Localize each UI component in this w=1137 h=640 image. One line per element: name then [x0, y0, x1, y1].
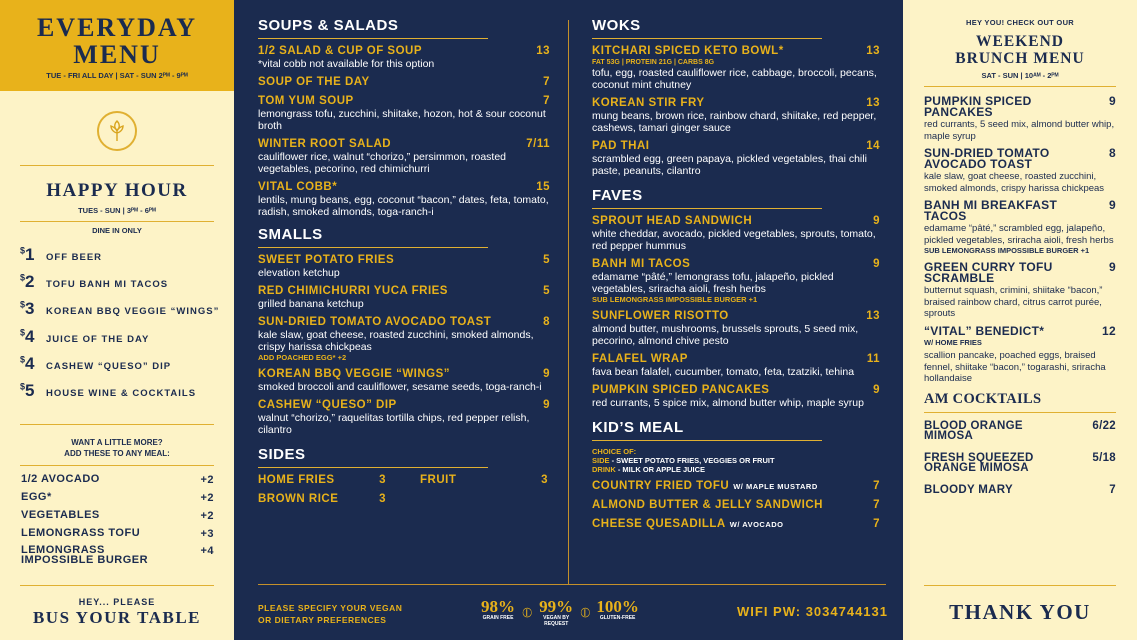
menu-item-name: KOREAN STIR FRY — [592, 97, 705, 109]
happy-hour-desc: JUICE OF THE DAY — [46, 333, 150, 345]
menu-item-header — [258, 45, 550, 58]
kids-choice-label: CHOICE OF: — [592, 447, 637, 456]
menu-item — [592, 140, 880, 177]
addon-price: +2 — [200, 509, 214, 522]
left-column — [258, 17, 550, 514]
menu-item-desc: smoked broccoli and cauliflower, sesame seeds, toga-ranch-i — [258, 381, 542, 393]
kids-side-text: - SWEET POTATO FRIES, VEGGIES OR FRUIT — [609, 456, 775, 465]
brunch-item-desc: edamame “pâté,” scrambled egg, jalapeño, pickled vegetables, sriracha aioli, fresh herbs — [924, 223, 1114, 246]
bus-table-note — [0, 597, 234, 628]
menu-item-name: SWEET POTATO FRIES — [258, 254, 395, 266]
divider — [924, 585, 1116, 586]
kids-choice — [592, 447, 880, 474]
kids-item-name: COUNTRY FRIED TOFU — [592, 480, 730, 492]
divider — [924, 86, 1116, 87]
menu-item-name: 1/2 SALAD & CUP OF SOUP — [258, 45, 423, 57]
section-rule — [258, 247, 488, 248]
stat-value: 99% — [539, 597, 574, 616]
everyday-panel — [0, 0, 234, 640]
menu-item-price: 13 — [866, 45, 880, 57]
addon-name: 1/2 AVOCADO — [21, 473, 100, 486]
happy-hour-price — [20, 327, 46, 347]
menu-item-desc: mung beans, brown rice, rainbow chard, shiitake, red pepper, cashews, tamari ginger sauce — [592, 110, 877, 134]
addon-price: +3 — [200, 527, 214, 540]
kids-list — [592, 480, 880, 531]
section-title-smalls: SMALLS — [258, 226, 323, 243]
brunch-title-1: WEEKEND — [976, 33, 1064, 50]
menu-item — [592, 384, 880, 409]
everyday-title-2: MENU — [73, 40, 161, 69]
menu-item-desc: edamame “pâté,” lemongrass tofu, jalapeño, pickled vegetables, sriracha aioli, fresh herbs — [592, 271, 834, 295]
happy-hour-price-value: 5 — [25, 380, 35, 400]
menu-item-header — [592, 353, 880, 366]
brunch-item-name: BANH MI BREAKFAST TACOS — [924, 198, 1058, 223]
soups-list — [258, 45, 550, 218]
cocktail-name: BLOODY MARY — [924, 483, 1013, 496]
wifi-password: WIFI PW: 3034744131 — [737, 604, 888, 619]
menu-item-name: FALAFEL WRAP — [592, 353, 688, 365]
menu-item — [258, 285, 550, 310]
brunch-panel — [903, 0, 1137, 640]
brunch-item — [924, 148, 1116, 194]
addon-row — [21, 528, 214, 546]
side-item — [420, 474, 548, 487]
divider — [20, 585, 214, 586]
section-title-woks: WOKS — [592, 17, 641, 34]
kids-item-price: 7 — [873, 518, 880, 530]
happy-hour-price — [20, 354, 46, 374]
kids-item-label — [592, 518, 784, 531]
menu-item-price: 9 — [873, 384, 880, 396]
happy-hour-price-value: 2 — [25, 272, 35, 292]
menu-item-price: 13 — [536, 45, 550, 57]
menu-item-name: CASHEW “QUESO” DIP — [258, 399, 397, 411]
side-price: 3 — [379, 474, 386, 486]
sides-list — [258, 474, 550, 514]
menu-item-desc: elevation ketchup — [258, 267, 340, 279]
kids-drink-text: - MILK OR APPLE JUICE — [615, 465, 706, 474]
menu-item-desc: scrambled egg, green papaya, pickled vegetables, thai chili paste, peanuts, cilantro — [592, 153, 867, 177]
section-title-sides: SIDES — [258, 446, 306, 463]
dollar-sign: $ — [20, 326, 26, 337]
menu-item-note: ADD POACHED EGG* +2 — [258, 353, 347, 362]
cocktail-name: BLOOD ORANGE MIMOSA — [924, 419, 1023, 442]
menu-item-desc: cauliflower rice, walnut “chorizo,” persimmon, roasted vegetables, pecorino, red chimichurri — [258, 151, 507, 175]
menu-item-price: 13 — [866, 97, 880, 109]
menu-item — [258, 45, 550, 70]
menu-item-header — [258, 181, 550, 194]
section-title-faves: FAVES — [592, 187, 643, 204]
brunch-hey: HEY YOU! CHECK OUT OUR — [966, 18, 1074, 27]
everyday-hours: TUE - FRI ALL DAY | SAT - SUN 2ᴾᴹ - 9ᴾᴹ — [46, 71, 188, 80]
menu-item-desc: walnut “chorizo,” raquelitas tortilla chips, red pepper relish, cilantro — [258, 412, 530, 436]
menu-item — [258, 95, 550, 132]
addons-heading-1: WANT A LITTLE MORE? — [71, 438, 163, 448]
menu-item-desc: lentils, mung beans, egg, coconut “bacon,” dates, feta, tomato, radish, smoked almonds, toga-ranch-i — [258, 194, 549, 218]
brunch-header — [903, 18, 1137, 80]
section-rule — [592, 440, 822, 441]
section-title-soups: SOUPS & SALADS — [258, 17, 399, 34]
divider — [20, 424, 214, 425]
section-rule — [592, 38, 822, 39]
cocktail-row — [903, 453, 1137, 474]
menu-item-price: 7 — [543, 76, 550, 88]
side-name: HOME FRIES — [258, 474, 335, 486]
stat — [480, 598, 516, 621]
menu-item-desc: *vital cobb not available for this option — [258, 58, 435, 70]
brunch-item-price: 9 — [1109, 198, 1116, 212]
menu-item-header — [258, 285, 550, 298]
happy-hour-item — [20, 327, 234, 354]
menu-item-name: WINTER ROOT SALAD — [258, 138, 392, 150]
addon-row — [21, 510, 214, 528]
brunch-item-header — [924, 96, 1116, 117]
kids-item-name: ALMOND BUTTER & JELLY SANDWICH — [592, 499, 823, 511]
dollar-sign: $ — [20, 245, 26, 256]
kids-item-sub: W/ MAPLE MUSTARD — [733, 482, 818, 491]
happy-hour-price-value: 3 — [25, 299, 35, 319]
menu-item — [592, 215, 880, 252]
addon-price: +2 — [200, 474, 214, 487]
menu-item-name: BANH MI TACOS — [592, 258, 691, 270]
brunch-item — [924, 96, 1116, 142]
addon-name: VEGETABLES — [21, 508, 100, 521]
addon-row — [21, 474, 214, 492]
menu-item-name: KOREAN BBQ VEGGIE “WINGS” — [258, 368, 451, 380]
brunch-item-desc: red currants, 5 seed mix, almond butter whip, maple syrup — [924, 119, 1115, 142]
thank-you: THANK YOU — [949, 600, 1091, 624]
stat-value: 98% — [481, 597, 515, 616]
happy-hour-title: HAPPY HOUR — [46, 180, 188, 201]
addon-row — [21, 492, 214, 510]
brunch-hours: SAT - SUN | 10ᴬᴹ - 2ᴾᴹ — [981, 71, 1059, 80]
menu-item-price: 9 — [543, 368, 550, 380]
divider — [20, 465, 214, 466]
kids-item-sub: W/ AVOCADO — [729, 520, 784, 529]
bus-line-1: HEY... PLEASE — [78, 597, 156, 607]
menu-item-macros: FAT 53G | PROTEIN 21G | CARBS 8G — [592, 59, 715, 66]
stat-label: GRAIN FREE — [482, 615, 514, 621]
cocktail-name: FRESH SQUEEZED ORANGE MIMOSA — [924, 451, 1034, 474]
happy-hour-desc: CASHEW “QUESO” DIP — [46, 360, 172, 372]
menu-item-header — [592, 215, 880, 228]
happy-hour-item — [20, 381, 234, 408]
section-rule — [592, 208, 822, 209]
addons-list — [0, 473, 234, 567]
side-price: 3 — [379, 493, 386, 505]
menu-item — [592, 353, 880, 378]
menu-item-name: SUN-DRIED TOMATO AVOCADO TOAST — [258, 316, 492, 328]
stat-label: GLUTEN-FREE — [599, 615, 636, 621]
menu-item-desc: lemongrass tofu, zucchini, shiitake, hozon, hot & sour coconut broth — [258, 108, 546, 132]
stat-value: 100% — [596, 597, 639, 616]
everyday-title-1: EVERYDAY — [36, 13, 198, 42]
kids-drink — [592, 465, 880, 474]
menu-item-header — [258, 76, 550, 89]
dollar-sign: $ — [20, 381, 26, 392]
addon-name: LEMONGRASS TOFU — [21, 526, 141, 539]
column-divider — [568, 20, 569, 585]
addons-heading-2: ADD THESE TO ANY MEAL: — [64, 449, 170, 459]
happy-hour-price — [20, 299, 46, 319]
menu-item-desc: grilled banana ketchup — [258, 298, 364, 310]
menu-item — [258, 368, 550, 393]
everyday-header — [0, 0, 234, 91]
faves-list — [592, 215, 880, 409]
cocktail-price: 5/18 — [1092, 451, 1116, 464]
dollar-sign: $ — [20, 272, 26, 283]
happy-hour-item — [20, 272, 234, 299]
menu-item — [258, 316, 550, 362]
menu-item-header — [592, 97, 880, 110]
brunch-item-desc: scallion pancake, poached eggs, braised fennel, shiitake “bacon,” togarashi, sriracha hollandaise — [924, 350, 1106, 384]
side-price: 3 — [541, 474, 548, 486]
kids-side — [592, 456, 880, 465]
menu-item-price: 13 — [866, 310, 880, 322]
menu-item — [592, 310, 880, 347]
happy-hour-times: TUES - SUN | 3ᴾᴹ - 6ᴾᴹ — [78, 206, 156, 215]
happy-hour-price-value: 4 — [25, 326, 35, 346]
happy-hour-price — [20, 245, 46, 265]
brunch-item-header — [924, 148, 1116, 169]
dollar-sign: $ — [20, 354, 26, 365]
menu-item — [592, 258, 880, 304]
menu-item-name: SOUP OF THE DAY — [258, 76, 370, 88]
leaf-icon: ⦶ — [522, 604, 533, 620]
menu-item — [258, 76, 550, 89]
menu-item-name: RED CHIMICHURRI YUCA FRIES — [258, 285, 448, 297]
menu-item-price: 8 — [543, 316, 550, 328]
dine-in-only: DINE IN ONLY — [92, 226, 142, 235]
happy-hour-item — [20, 245, 234, 272]
brunch-item-name: “VITAL” BENEDICT* — [924, 323, 1045, 338]
kids-item — [592, 518, 880, 531]
menu-item-header — [592, 384, 880, 397]
addon-price: +2 — [200, 491, 214, 504]
menu-item-price: 7/11 — [526, 138, 550, 150]
cocktail-price: 7 — [1109, 483, 1116, 496]
menu-item-name: VITAL COBB* — [258, 181, 338, 193]
addon-row — [21, 544, 214, 567]
kids-item — [592, 499, 880, 512]
brunch-item-price: 9 — [1109, 260, 1116, 274]
cocktails-title: AM COCKTAILS — [924, 390, 1042, 407]
menu-item-price: 9 — [873, 258, 880, 270]
brunch-item-price: 8 — [1109, 146, 1116, 160]
happy-hour-price — [20, 272, 46, 292]
happy-hour-price — [20, 381, 46, 401]
brunch-item — [924, 200, 1116, 256]
side-name: FRUIT — [420, 474, 457, 486]
divider — [20, 165, 214, 166]
happy-hour-item — [20, 299, 234, 326]
menu-item-header — [258, 254, 550, 267]
brunch-item — [924, 323, 1116, 385]
menu-item-name: PAD THAI — [592, 140, 650, 152]
menu-item-price: 15 — [536, 181, 550, 193]
kids-side-label: SIDE — [592, 456, 610, 465]
cocktail-row — [903, 421, 1137, 442]
side-item — [258, 474, 386, 487]
kids-item-label — [592, 480, 818, 493]
footer — [258, 596, 888, 636]
menu-item-header — [592, 45, 880, 58]
cocktail-row — [903, 485, 1137, 496]
kids-drink-label: DRINK — [592, 465, 616, 474]
menu-item-note: SUB LEMONGRASS IMPOSSIBLE BURGER +1 — [592, 295, 758, 304]
leaf-icon: ⦶ — [580, 604, 591, 620]
section-title-kids: KID’S MEAL — [592, 419, 684, 436]
brunch-item-price: 9 — [1109, 94, 1116, 108]
menu-item — [258, 138, 550, 175]
menu-item-header — [258, 399, 550, 412]
menu-item-desc: kale slaw, goat cheese, roasted zucchini, smoked almonds, crispy harissa chickpeas — [258, 329, 534, 353]
addons-heading — [0, 437, 234, 459]
menu-item — [258, 181, 550, 218]
brunch-item-header — [924, 200, 1116, 221]
menu-item-desc: red currants, 5 spice mix, almond butter whip, maple syrup — [592, 397, 864, 409]
menu-item-name: SUNFLOWER RISOTTO — [592, 310, 729, 322]
brunch-item-name: SUN-DRIED TOMATO AVOCADO TOAST — [924, 146, 1050, 171]
menu-item-price: 14 — [866, 140, 880, 152]
happy-hour-price-value: 1 — [25, 245, 35, 264]
cocktail-price: 6/22 — [1092, 419, 1116, 432]
section-rule — [258, 38, 488, 39]
vegan-note-1: PLEASE SPECIFY YOUR VEGAN — [258, 603, 403, 613]
menu-item — [258, 399, 550, 436]
menu-item-desc: tofu, egg, roasted cauliflower rice, cabbage, broccoli, pecans, coconut mint chutney — [592, 67, 877, 91]
happy-hour-price-value: 4 — [25, 353, 35, 373]
addon-price: +4 — [200, 545, 214, 558]
brunch-item-desc: butternut squash, crimini, shiitake “bacon,” braised rainbow chard, citrus carrot purée, sprouts — [924, 285, 1103, 319]
menu-item-price: 9 — [873, 215, 880, 227]
menu-item — [258, 254, 550, 279]
happy-hour-desc: KOREAN BBQ VEGGIE “WINGS” — [46, 306, 220, 318]
woks-list — [592, 45, 880, 177]
brunch-item — [924, 262, 1116, 320]
happy-hour-desc: TOFU BANH MI TACOS — [46, 279, 169, 291]
stat — [596, 598, 639, 621]
smalls-list — [258, 254, 550, 436]
menu-item-name: SPROUT HEAD SANDWICH — [592, 215, 753, 227]
menu-item-price: 11 — [866, 353, 880, 365]
menu-item-header — [258, 368, 550, 381]
menu-item-price: 5 — [543, 285, 550, 297]
addon-name: EGG* — [21, 490, 52, 503]
kids-item — [592, 480, 880, 493]
section-rule — [258, 467, 488, 468]
divider — [924, 412, 1116, 413]
happy-hour-desc: HOUSE WINE & COCKTAILS — [46, 387, 197, 399]
brunch-item-note: SUB LEMONGRASS IMPOSSIBLE BURGER +1 — [924, 246, 1090, 255]
brunch-item-name: GREEN CURRY TOFU SCRAMBLE — [924, 260, 1053, 285]
stats — [480, 598, 639, 627]
menu-item-header — [592, 258, 880, 271]
brunch-title-2: BRUNCH MENU — [955, 50, 1085, 67]
side-name: BROWN RICE — [258, 493, 339, 505]
main-menu-panel — [234, 0, 903, 640]
menu-item-price: 7 — [543, 95, 550, 107]
menu-item-name: KITCHARI SPICED KETO BOWL* — [592, 45, 784, 57]
kids-item-label — [592, 499, 823, 512]
menu-item-header — [258, 316, 550, 329]
stat-label: VEGAN BY REQUEST — [543, 615, 570, 627]
menu-item-header — [592, 140, 880, 153]
menu-item-price: 5 — [543, 254, 550, 266]
menu-item-name: TOM YUM SOUP — [258, 95, 354, 107]
dollar-sign: $ — [20, 299, 26, 310]
menu-item — [592, 97, 880, 134]
menu-item-header — [258, 95, 550, 108]
stat — [538, 598, 574, 627]
brunch-item-price: 12 — [1102, 323, 1116, 338]
vegan-note-2: OR DIETARY PREFERENCES — [258, 615, 387, 625]
divider — [20, 221, 214, 222]
menu-item-desc: white cheddar, avocado, pickled vegetables, sprouts, tomato, red pepper hummus — [592, 228, 876, 252]
brunch-item-header — [924, 262, 1116, 283]
cocktails-list — [903, 421, 1137, 496]
menu-item-desc: fava bean falafel, cucumber, tomato, feta, tzatziki, tehina — [592, 366, 855, 378]
menu-item-price: 9 — [543, 399, 550, 411]
menu-item-name: PUMPKIN SPICED PANCAKES — [592, 384, 770, 396]
menu-item-header — [592, 310, 880, 323]
brunch-item-desc: kale slaw, goat cheese, roasted zucchini, smoked almonds, crispy harissa chickpeas — [924, 171, 1105, 194]
menu-item-desc: almond butter, mushrooms, brussels sprouts, 5 seed mix, pecorino, almond chive pesto — [592, 323, 859, 347]
happy-hour-item — [20, 354, 234, 381]
menu-item — [592, 45, 880, 91]
addon-name: LEMONGRASS IMPOSSIBLE BURGER — [21, 544, 149, 567]
happy-hour-list — [0, 245, 234, 408]
menu-item-header — [258, 138, 550, 151]
kids-item-price: 7 — [873, 480, 880, 492]
tulip-icon — [97, 111, 137, 151]
brunch-item-header — [924, 323, 1116, 338]
kids-item-name: CHEESE QUESADILLA — [592, 518, 726, 530]
kids-item-price: 7 — [873, 499, 880, 511]
brunch-list — [903, 96, 1137, 385]
side-item — [258, 493, 386, 506]
right-column — [592, 17, 880, 537]
happy-hour-desc: OFF BEER — [46, 252, 103, 263]
brunch-item-name: PUMPKIN SPICED PANCAKES — [924, 94, 1032, 119]
vegan-note — [258, 602, 402, 626]
bus-line-2: BUS YOUR TABLE — [32, 608, 202, 627]
footer-rule — [258, 584, 886, 585]
brunch-item-note: W/ HOME FRIES — [924, 338, 982, 347]
